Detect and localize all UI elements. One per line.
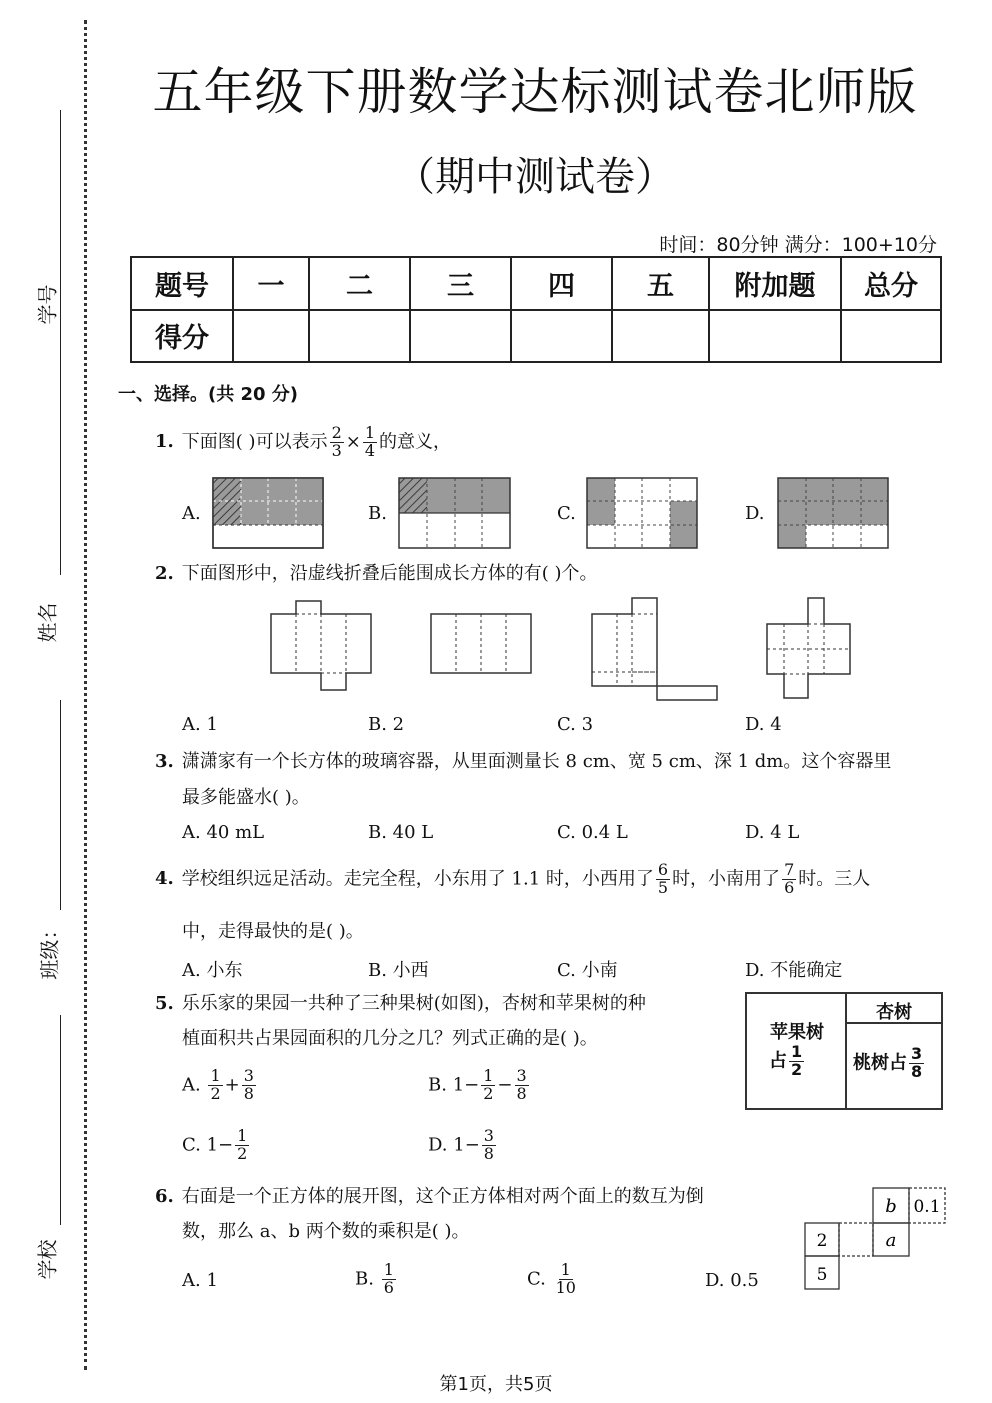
- q3-option-a[interactable]: A. 40 mL: [182, 822, 265, 843]
- numerator: 1: [483, 1066, 494, 1085]
- q1-option-a[interactable]: A.: [182, 503, 201, 524]
- net-5: 5: [816, 1265, 828, 1285]
- fraction: [482, 1128, 496, 1163]
- q5-orchard-figure: [745, 992, 943, 1110]
- numerator: 1: [210, 1066, 221, 1085]
- q1-option-c[interactable]: C.: [557, 503, 576, 524]
- q4-line2: 中，走得最快的是( )。: [182, 921, 364, 942]
- q6-option-a[interactable]: A. 1: [182, 1270, 218, 1291]
- question-4: [155, 862, 870, 897]
- peach-label: 桃树占: [853, 1052, 907, 1074]
- numerator: 3: [483, 1126, 494, 1145]
- q3-line1: 潇潇家有一个长方体的玻璃容器，从里面测量长 8 cm、宽 5 cm、深 1 dm。这个容器里: [181, 751, 892, 772]
- denominator: 2: [483, 1083, 494, 1103]
- q1-figures: [0, 0, 992, 600]
- section-title: 一、选择。(共 20 分): [118, 384, 299, 405]
- q1-text-a: 下面图( )可以表示: [181, 431, 328, 453]
- q5-option-d[interactable]: [428, 1128, 498, 1163]
- times-sign: ×: [345, 431, 361, 453]
- q5-option-b[interactable]: [428, 1068, 531, 1103]
- question-number: 5.: [155, 993, 174, 1014]
- denominator: 8: [911, 1061, 923, 1081]
- page-title: 五年级下册数学达标测试卷北师版: [152, 63, 918, 121]
- q6-option-d[interactable]: D. 0.5: [705, 1270, 759, 1291]
- fraction: [554, 1262, 578, 1297]
- school-line: [60, 1015, 61, 1225]
- time-info: 时间：80分钟 满分：100+10分: [659, 234, 937, 256]
- school-label: 学校: [35, 1239, 60, 1280]
- q2-net-a: [271, 601, 371, 690]
- question-6: [155, 1185, 704, 1208]
- q1-figure-c: [587, 478, 697, 548]
- q5-line1: 乐乐家的果园一共种了三种果树(如图)，杏树和苹果树的种: [181, 993, 646, 1014]
- page-subtitle: （期中测试卷）: [395, 154, 675, 200]
- fraction: [382, 1262, 396, 1297]
- numerator: 2: [331, 423, 342, 442]
- net-b: b: [885, 1196, 897, 1217]
- numerator: 1: [383, 1260, 394, 1279]
- q2-option-b[interactable]: B. 2: [368, 714, 405, 735]
- score-header-cell: 总分: [841, 257, 941, 310]
- q1-figure-a: [213, 478, 323, 548]
- class-line: [60, 700, 61, 910]
- q3-option-b[interactable]: B. 40 L: [368, 822, 434, 843]
- numerator: 6: [657, 860, 669, 879]
- question-5: [155, 992, 646, 1015]
- q6-option-b[interactable]: [355, 1262, 398, 1297]
- apricot-tree-label: 杏树: [876, 1002, 912, 1023]
- q1-text-b: 的意义，: [379, 431, 452, 453]
- q2-option-d[interactable]: D. 4: [745, 714, 782, 735]
- q2-option-c[interactable]: C. 3: [557, 714, 594, 735]
- fraction: [515, 1068, 529, 1103]
- q6-line2: 数，那么 a、b 两个数的乘积是( )。: [182, 1221, 470, 1242]
- question-2: [155, 562, 598, 585]
- question-number: 2.: [155, 563, 174, 584]
- lead-term: 1−: [452, 1074, 480, 1096]
- q4-text-c: 时。三人: [798, 868, 871, 890]
- numerator: 1: [791, 1042, 803, 1061]
- numerator: 3: [516, 1066, 527, 1085]
- apple-tree-label: 苹果树: [770, 1022, 824, 1043]
- numerator: 1: [237, 1126, 248, 1145]
- q2-net-c: [592, 598, 717, 700]
- apple-prefix: 占: [769, 1050, 787, 1072]
- denominator: 6: [383, 1277, 394, 1297]
- score-header-cell: 一: [233, 257, 309, 310]
- q1-option-b[interactable]: B.: [368, 503, 387, 524]
- operator: −: [497, 1074, 513, 1096]
- score-row-label: 得分: [131, 310, 233, 363]
- q1-figure-d: [778, 478, 888, 548]
- numerator: 7: [784, 860, 795, 879]
- score-header-cell: 三: [410, 257, 511, 310]
- denominator: 8: [483, 1143, 494, 1163]
- q4-option-c[interactable]: C. 小南: [557, 960, 618, 981]
- operator: +: [224, 1074, 240, 1096]
- q5-line2: 植面积共占果园面积的几分之几？列式正确的是( )。: [182, 1028, 598, 1049]
- q2-option-a[interactable]: A. 1: [182, 714, 218, 735]
- numerator: 3: [911, 1044, 923, 1063]
- question-number: 4.: [155, 868, 174, 890]
- q5-option-c[interactable]: [182, 1128, 251, 1163]
- fraction: [782, 862, 796, 897]
- score-header-cell: 附加题: [709, 257, 841, 310]
- q5-option-a[interactable]: [182, 1068, 258, 1103]
- fraction: [656, 862, 670, 897]
- q2-net-d: [767, 598, 850, 698]
- q6-option-c[interactable]: [527, 1262, 580, 1297]
- numerator: 1: [364, 423, 376, 442]
- denominator: 4: [364, 440, 376, 460]
- class-label: 班级：: [37, 919, 62, 980]
- q2-text: 下面图形中，沿虚线折叠后能围成长方体的有( )个。: [181, 563, 598, 584]
- denominator: 2: [791, 1059, 803, 1079]
- q6-cube-net: [800, 1182, 950, 1292]
- name-label: 姓名: [35, 602, 60, 643]
- fraction: [481, 1068, 495, 1103]
- denominator: 2: [210, 1083, 221, 1103]
- net-01: 0.1: [913, 1197, 941, 1217]
- q2-net-b: [431, 614, 531, 673]
- numerator: 3: [243, 1066, 254, 1085]
- question-number: 6.: [155, 1186, 174, 1207]
- page-footer: 第1页，共5页: [439, 1374, 553, 1395]
- option-label: C.: [182, 1134, 201, 1156]
- q4-option-a[interactable]: A. 小东: [182, 960, 243, 981]
- q6-line1: 右面是一个正方体的展开图，这个正方体相对两个面上的数互为倒: [181, 1186, 704, 1207]
- question-number: 3.: [155, 751, 174, 772]
- question-3: [155, 750, 891, 773]
- option-label: B.: [428, 1074, 447, 1096]
- denominator: 10: [555, 1277, 576, 1297]
- student-id-label: 学号: [35, 284, 60, 325]
- option-label: B.: [355, 1268, 374, 1290]
- q4-option-d[interactable]: D. 不能确定: [745, 960, 843, 981]
- denominator: 2: [237, 1143, 248, 1163]
- net-2: 2: [816, 1231, 828, 1251]
- q3-line2: 最多能盛水( )。: [182, 787, 310, 808]
- q3-option-c[interactable]: C. 0.4 L: [557, 822, 628, 843]
- fraction: [789, 1044, 804, 1079]
- q1-figure-b: [399, 478, 510, 548]
- denominator: 8: [243, 1083, 254, 1103]
- q4-option-b[interactable]: B. 小西: [368, 960, 429, 981]
- fraction: [909, 1046, 924, 1081]
- numerator: 1: [560, 1260, 571, 1279]
- apple-tree-share: [769, 1044, 806, 1079]
- fraction: [208, 1068, 222, 1103]
- q3-option-d[interactable]: D. 4 L: [745, 822, 800, 843]
- score-header-cell: 题号: [131, 257, 233, 310]
- q1-option-d[interactable]: D.: [745, 503, 765, 524]
- option-label: C.: [527, 1268, 546, 1290]
- denominator: 3: [331, 440, 342, 460]
- lead-term: 1−: [206, 1134, 234, 1156]
- net-a: a: [885, 1230, 897, 1251]
- score-header-cell: 五: [612, 257, 709, 310]
- denominator: 6: [784, 877, 795, 897]
- option-label: A.: [182, 1074, 201, 1096]
- denominator: 5: [657, 877, 669, 897]
- lead-term: 1−: [453, 1134, 480, 1156]
- denominator: 8: [516, 1083, 527, 1103]
- fraction: [242, 1068, 256, 1103]
- question-number: 1.: [155, 431, 174, 453]
- q4-text-a: 学校组织远足活动。走完全程，小东用了 1.1 时，小西用了: [181, 868, 654, 890]
- q2-figures: [0, 590, 992, 710]
- score-header-cell: 四: [511, 257, 612, 310]
- score-header-cell: 二: [309, 257, 410, 310]
- peach-tree-share: [853, 1046, 926, 1081]
- option-label: D.: [428, 1134, 448, 1156]
- fraction: [235, 1128, 249, 1163]
- q4-text-b: 时，小南用了: [672, 868, 781, 890]
